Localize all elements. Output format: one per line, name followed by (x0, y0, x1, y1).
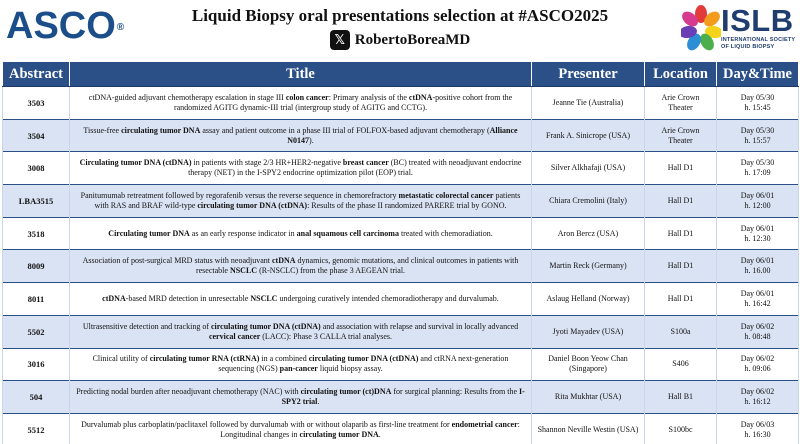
title-text: Durvalumab plus carboplatin/paclitaxel followed by durvalumab with or without olaparib as first-line treatment for (81, 419, 452, 429)
day-time (717, 348, 799, 381)
location (645, 119, 717, 152)
presenter: Martin Reck (Germany) (532, 250, 645, 283)
title-highlight: circulating tumor DNA (ctDNA) (197, 200, 308, 210)
column-header-location: Location (645, 62, 717, 87)
day: Day 05/30 (740, 125, 775, 135)
title-highlight: metastatic colorectal cancer (398, 190, 494, 200)
day-time (717, 217, 799, 250)
abstract-title (70, 185, 532, 218)
table-body (3, 87, 799, 444)
location-line: Arie Crown (661, 125, 700, 135)
islb-wordmark: ISLB (721, 3, 794, 38)
title-text: Association of post-surgical MRD status with neoadjuvant (82, 256, 272, 266)
title-text: treated with chemoradiation. (398, 228, 493, 238)
islb-subtitle: INTERNATIONAL SOCIETY OF LIQUID BIOPSY (721, 37, 796, 50)
title-text: ). (309, 135, 314, 145)
location (645, 185, 717, 218)
title-highlight: Alliance N0147 (287, 125, 518, 145)
location-line: Theater (668, 135, 693, 145)
title-text: -based MRD detection in unresectable (125, 293, 251, 303)
time: h. 16.00 (744, 266, 771, 276)
title-highlight: circulating tumor DNA (ctDNA) (308, 354, 419, 364)
title-text: liquid biopsy assay. (317, 364, 383, 374)
time: h. 15:45 (744, 102, 771, 112)
location (645, 87, 717, 120)
table-row (3, 152, 799, 185)
title-text: in a combined (259, 354, 309, 364)
table-row (3, 87, 799, 120)
abstract-number: 3008 (3, 152, 70, 185)
abstract-number: 3504 (3, 119, 70, 152)
presenter: Jeanne Tie (Australia) (532, 87, 645, 120)
islb-flower-icon (681, 4, 721, 54)
day-time (717, 381, 799, 414)
day-time (717, 315, 799, 348)
title-highlight: colon cancer (285, 92, 329, 102)
location-line: Hall D1 (667, 163, 694, 173)
abstract-title (70, 381, 532, 414)
location-line: Hall D1 (667, 261, 694, 271)
table-row (3, 381, 799, 414)
title-text: undergoing curatively intended chemoradiotherapy and durvalumab. (277, 293, 499, 303)
day: Day 06/01 (740, 190, 775, 200)
handle-text: RobertoBoreaMD (354, 31, 471, 48)
day-time (717, 152, 799, 185)
time: h. 09:06 (744, 364, 771, 374)
title-highlight: ctDNA (102, 293, 126, 303)
title-text: : Primary analysis of the (328, 92, 409, 102)
time: h. 16:30 (744, 429, 771, 439)
day: Day 05/30 (740, 92, 775, 102)
day: Day 05/30 (740, 158, 775, 168)
title-highlight: ctDNA (408, 92, 433, 102)
title-highlight: breast cancer (342, 158, 389, 168)
title-text: : Results of the phase II randomized PARERE trial by GONO. (307, 200, 507, 210)
title-highlight: circulating tumor (ct)DNA (300, 387, 392, 397)
presenter: Chiara Cremolini (Italy) (532, 185, 645, 218)
day-time (717, 283, 799, 316)
location (645, 315, 717, 348)
title-text: . (317, 397, 320, 407)
title-text: in patients with stage 2/3 HR+HER2-negative (191, 158, 343, 168)
title-text: ctDNA-guided adjuvant chemotherapy escalation in stage III (88, 92, 286, 102)
title-text: (BC) treated with neoadjuvant endocrine therapy (NET) in the I-SPY2 endocrine optimization pilot (EOP) trial. (188, 158, 522, 178)
presenter: Silver Alkhafaji (USA) (532, 152, 645, 185)
abstract-number: 5512 (3, 413, 70, 444)
location-line: Arie Crown (661, 92, 700, 102)
title-highlight: circulating tumor DNA (299, 429, 379, 439)
abstract-title (70, 250, 532, 283)
title-text: and ctRNA next-generation sequencing (NGS) (218, 354, 509, 374)
day: Day 06/02 (740, 354, 775, 364)
title-text: Predicting nodal burden after neoadjuvant chemotherapy (NAC) with (76, 387, 301, 397)
table-row (3, 185, 799, 218)
title-text: : Longitudinal changes in (220, 419, 520, 439)
abstract-title (70, 315, 532, 348)
title-text: and association with relapse and survival in locally advanced (320, 321, 519, 331)
abstract-title (70, 119, 532, 152)
presenter: Rita Mukhtar (USA) (532, 381, 645, 414)
presenter: Daniel Boon Yeow Chan (Singapore) (532, 348, 645, 381)
presenter: Frank A. Sinicrope (USA) (532, 119, 645, 152)
title-text: . (378, 429, 381, 439)
presenter: Jyoti Mayadev (USA) (532, 315, 645, 348)
abstract-title (70, 87, 532, 120)
time: h. 17:09 (744, 168, 771, 178)
column-header-abstract: Abstract (3, 62, 70, 87)
title-highlight: NSCLC (229, 266, 258, 276)
title-highlight: anal squamous cell carcinoma (296, 228, 399, 238)
title-text: -positive cohort from the randomized AGITG dynamic-III trial (intergroup study of AGITG and CCTG). (173, 92, 513, 112)
location (645, 348, 717, 381)
title-text: (R-NSCLC) from the phase 3 AEGEAN trial. (257, 266, 406, 276)
day-time (717, 250, 799, 283)
day-time (717, 119, 799, 152)
title-highlight: pan-cancer (279, 364, 318, 374)
location (645, 381, 717, 414)
presentations-table (2, 61, 799, 444)
location-line: S100a (670, 326, 691, 336)
day: Day 06/01 (740, 288, 775, 298)
day-time (717, 87, 799, 120)
location (645, 250, 717, 283)
column-header-day-time: Day&Time (717, 62, 799, 87)
time: h. 16:42 (744, 298, 771, 308)
table-row (3, 250, 799, 283)
day-time (717, 185, 799, 218)
location-line: S100bc (668, 424, 693, 434)
title-text: patients with RAS and BRAF wild-type (94, 190, 521, 210)
title-text: (LACC): Phase 3 CALLA trial analyses. (260, 331, 393, 341)
title-highlight: NSCLC (250, 293, 278, 303)
time: h. 08:48 (744, 331, 771, 341)
location-line: Hall D1 (667, 293, 694, 303)
table-row (3, 217, 799, 250)
location (645, 152, 717, 185)
title-text: Tissue-free (83, 125, 122, 135)
day-time (717, 413, 799, 444)
presenter: Shannon Neville Westin (USA) (532, 413, 645, 444)
abstract-number: 8011 (3, 283, 70, 316)
abstract-number: 3503 (3, 87, 70, 120)
location-line: Hall D1 (667, 195, 694, 205)
abstract-title (70, 283, 532, 316)
abstract-title (70, 152, 532, 185)
location-line: S406 (672, 359, 689, 369)
title-text: dynamics, genomic mutations, and clinical outcomes in patients with resectable (195, 256, 519, 276)
column-header-title: Title (70, 62, 532, 87)
day: Day 06/02 (740, 387, 775, 397)
table-row (3, 315, 799, 348)
presenter: Aslaug Helland (Norway) (532, 283, 645, 316)
title-text: Panitumumab retreatment followed by regorafenib versus the reverse sequence in chemorefractory (80, 190, 399, 200)
title-highlight: I-SPY2 trial (281, 387, 525, 407)
column-header-presenter: Presenter (532, 62, 645, 87)
page-title: Liquid Biopsy oral presentations selection at #ASCO2025 (191, 6, 609, 25)
table-row (3, 283, 799, 316)
location (645, 283, 717, 316)
time: h. 12:30 (744, 233, 771, 243)
abstract-number: 5502 (3, 315, 70, 348)
header (0, 0, 800, 60)
title-highlight: circulating tumor RNA (ctRNA) (149, 354, 260, 364)
abstract-number: LBA3515 (3, 185, 70, 218)
title-text: Ultrasensitive detection and tracking of (82, 321, 211, 331)
asco-logo: ASCO® (6, 5, 125, 47)
title-highlight: Circulating tumor DNA (108, 228, 190, 238)
location-line: Theater (668, 102, 693, 112)
title-text: assay and patient outcome in a phase III trial of FOLFOX-based adjuvant chemotherapy ( (200, 125, 490, 135)
abstract-title (70, 413, 532, 444)
author-handle (0, 30, 800, 50)
abstract-number: 3518 (3, 217, 70, 250)
location-line: Hall B1 (667, 392, 694, 402)
title-highlight: cervical cancer (208, 331, 261, 341)
abstract-number: 8009 (3, 250, 70, 283)
table-row (3, 348, 799, 381)
table-row (3, 119, 799, 152)
abstract-number: 3016 (3, 348, 70, 381)
title-text: for surgical planning: Results from the (391, 387, 519, 397)
x-logo-icon: 𝕏 (330, 30, 350, 50)
title-text: Clinical utility of (92, 354, 150, 364)
title-highlight: circulating tumor DNA (121, 125, 201, 135)
abstract-title (70, 217, 532, 250)
abstract-number: 504 (3, 381, 70, 414)
day: Day 06/03 (740, 419, 775, 429)
day: Day 06/01 (740, 223, 775, 233)
day: Day 06/01 (740, 256, 775, 266)
day: Day 06/02 (740, 321, 775, 331)
table-row (3, 413, 799, 444)
title-highlight: circulating tumor DNA (ctDNA) (211, 321, 321, 331)
title-text: as an early response indicator in (189, 228, 297, 238)
islb-logo (681, 4, 797, 56)
presenter: Aron Bercz (USA) (532, 217, 645, 250)
title-highlight: ctDNA (272, 256, 296, 266)
location (645, 217, 717, 250)
title-highlight: Circulating tumor DNA (ctDNA) (79, 158, 192, 168)
time: h. 12:00 (744, 200, 771, 210)
title-highlight: endometrial cancer (451, 419, 518, 429)
location (645, 413, 717, 444)
time: h. 16:12 (744, 397, 771, 407)
time: h. 15:57 (744, 135, 771, 145)
table-header-row (3, 62, 799, 87)
location-line: Hall D1 (667, 228, 694, 238)
abstract-title (70, 348, 532, 381)
